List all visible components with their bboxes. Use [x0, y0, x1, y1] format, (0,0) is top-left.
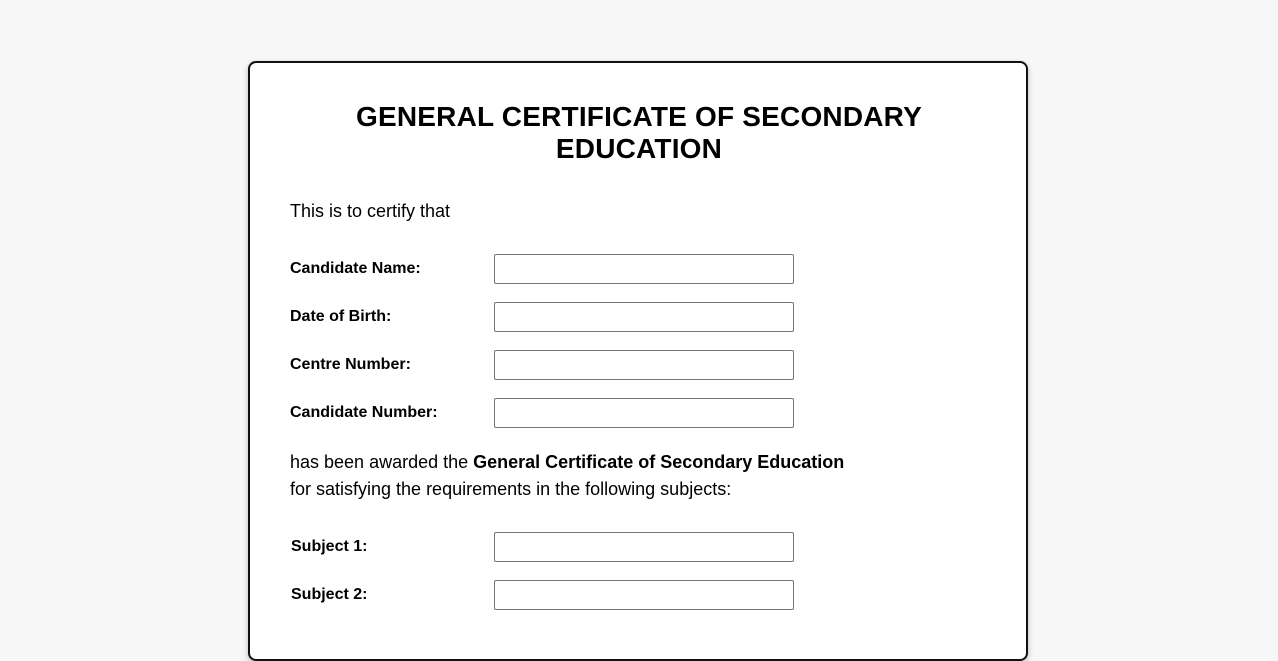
date-of-birth-label: Date of Birth: [290, 308, 392, 325]
field-row-subject-2 [290, 580, 810, 610]
title-line-1: GENERAL CERTIFICATE OF SECONDARY [356, 101, 922, 132]
centre-number-label: Centre Number: [290, 356, 411, 373]
subject-2-label: Subject 2: [291, 586, 368, 603]
awarded-qualification: General Certificate of Secondary Education [473, 452, 845, 472]
certificate-card [248, 61, 1028, 661]
candidate-number-input[interactable] [494, 398, 794, 428]
field-row-centre-number [290, 350, 810, 380]
subject-1-input[interactable] [494, 532, 794, 562]
awarded-prefix: has been awarded the [290, 452, 474, 472]
subject-2-input[interactable] [494, 580, 794, 610]
field-row-subject-1 [290, 532, 810, 562]
candidate-name-label: Candidate Name: [290, 260, 421, 277]
candidate-number-label: Candidate Number: [290, 404, 438, 421]
field-row-candidate-name [290, 254, 810, 284]
intro-text: This is to certify that [290, 201, 451, 221]
awarded-requirements: for satisfying the requirements in the following subjects: [290, 479, 732, 499]
awarded-statement [290, 449, 990, 503]
title-line-2: EDUCATION [555, 133, 723, 164]
subject-1-label: Subject 1: [291, 538, 368, 555]
certificate-title [250, 101, 1028, 165]
date-of-birth-input[interactable] [494, 302, 794, 332]
field-row-candidate-number [290, 398, 810, 428]
centre-number-input[interactable] [494, 350, 794, 380]
candidate-name-input[interactable] [494, 254, 794, 284]
field-row-date-of-birth [290, 302, 810, 332]
